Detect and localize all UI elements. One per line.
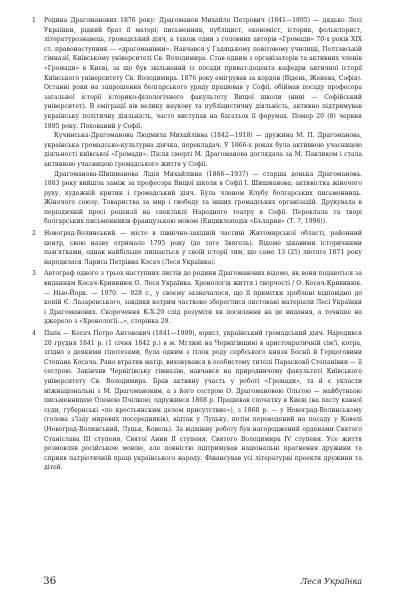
endnote-body [44,16,362,227]
endnote-number: 3 [32,270,36,278]
endnote-body [44,329,362,473]
endnote-number: 1 [32,17,36,24]
endnotes [32,16,362,475]
endnote-4 [32,329,362,473]
endnote-1 [32,16,362,227]
endnote-paragraph: Новоград-Волинський — місто в північно-західній частині Житомирської області, районний центр, свою назву отримало 1795 року (до того Звягель). Відоме цікавими історичними пам'ятками, однак найбільше пишається у своїй історії тим, що саме 13 (25) лютого 1871 року народилася Лариса Петрівна Косач (Леся Українка). [44,230,362,266]
endnote-2 [32,229,362,267]
endnote-paragraph: Кучинська-Драгоманова Людмила Михайлівна (1842—1918) — дружина М. П. Драгоманова, українська громадсько-культурна діячка, перекладач. У 1866-х роках була активною учасницею діяльності київської «Громади». Після смерті М. Драгоманова доглядала за М. Павликом і стала активною учасницею громадського життя у Софії. [44,132,362,168]
endnote-paragraph: Автограф одного з трьох наступних листів до родини Драгоманових відомо, як вони подаються за виданням Косач-Кривинюк О. Леся Українка. Хронологія життя і творчості / О. Косач-Кривинюк. — Нью-Йорк. — 1970. — 928 с., у своєму зазначалося, що її примітки зроблені відповідно до копій Є. Лазаревського, завдяки котрим частково збереглися листовані матеріали Лесі Українки і Драгоманових. Скорочення К-Х-29 слід розуміти як посилання на це видання, а точніше на джерело з «Хронології…», сторінка 29. [44,270,362,326]
page-number: 36 [43,575,57,587]
running-footer-author: Леся Українка [300,576,362,586]
endnote-paragraph: Папа — Косач Петро Антонович (1841—1909), юрист, український громадський діяч. Народився 20 грудня 1841 р. (1 січня 1842 р.) в м. Мглині на Чернігівщині в аристократичній сім'ї, котра, згідно з деякими гіпотезами, була одним з гілок роду сербського князя Боснії й Герцоговини Степана Косача. Рано втратив матір, виховувався в особистому титолі Парасковії Степанівни — її сестрою. Закінчив Чернігівську гімназію, навчався на природничому факультеті Київського університету Св. Володимира. Брав активну участь у роботі «Громади», та й є укласти міжнаціональні з М. Драгомановим, а з його сестрою О. Драгомановою Ольгою — майбутньою письменницею Оленою Пчілкою, одружився 1868 р. Працював спочатку в Києві (на пасту кавної суди, губернські «по крестьянским делом присутствие»), з 1868 р. — у Новоград-Волинському (голова з'їзду мирових посередників), відтак у Луцьку, потім переведений на посаду у Ковелі (Новоград-Волинський, Луцьк, Ковель). За відмінну роботу був нагороджений орденами Святого Станіслава III ступеня, Святої Анни II ступеня, Святого Володимира IV ступеня. Усе життя розмовляв російською мовою, але повністю підтримував національні прагнення дружини та сприяв патріотичній праці українського народу. Фінансував усі літературні проекти дружини та дітей. [44,330,362,472]
endnote-number: 4 [32,330,36,337]
endnote-body [44,229,362,267]
endnote-paragraph: Родина Драгоманових 1876 року: Драгоманов Михайло Петрович (1841—1895) — дядько Лесі Українки, рідний брат її матері; письменник, публіцист, економіст, історик, фольклорист, літературознавець, громадський діяч, а також один з головних авторів «Громади» 70-х років XIX ст. правонаступник — «драгоманівки». Навчався у Гадяцькому повітовому училищі, Полтавській гімназії, Київському університеті Св. Володимира. Став одним з організаторів та активних членів «Громади» в Києві, за що був звільнений із посади приват-доцента кафедри античної історії Київського університету Св. Володимира. 1876 року емігрував за кордон (Відень, Женева, Софія). Останні роки на запрошення болгарського уряду працював у Софії, обіймав посаду професора загальної історії історико-філологічного факультету Вищої школи (нині — Софійський університет). В еміграції вів велику наукову та публіцистичну діяльність, активно підтримував українську політичну діяльність, часто виступав на багатьох її форумах. Помер 20 (8) червня 1895 року. Похований у Софії. [44,17,362,130]
endnote-paragraph: Драгоманова-Шишманова Лідія Михайлівна (1866—1937) — старша донька Драгоманова. 1883 року вийшла заміж за професора Вищої школи в Софії І. Шишманова; активістка жіночого руху, художній критик і громадський діяч. Була членом Клубу болгарських письменниць. Жіночого союзу. Товариства за мир і свободу та інших громадських організацій. Друкувала в періодичній пресі рецензії на спектаклі Народного театру в Софії. Переклала та творі болгарських письменників французькою мовою (Енциклопедія «Бълария» (Т. 7, 1996)). [44,170,362,226]
endnote-number: 2 [32,230,36,238]
endnote-3 [32,269,362,327]
page-footer [43,575,362,587]
endnote-body [44,269,362,327]
